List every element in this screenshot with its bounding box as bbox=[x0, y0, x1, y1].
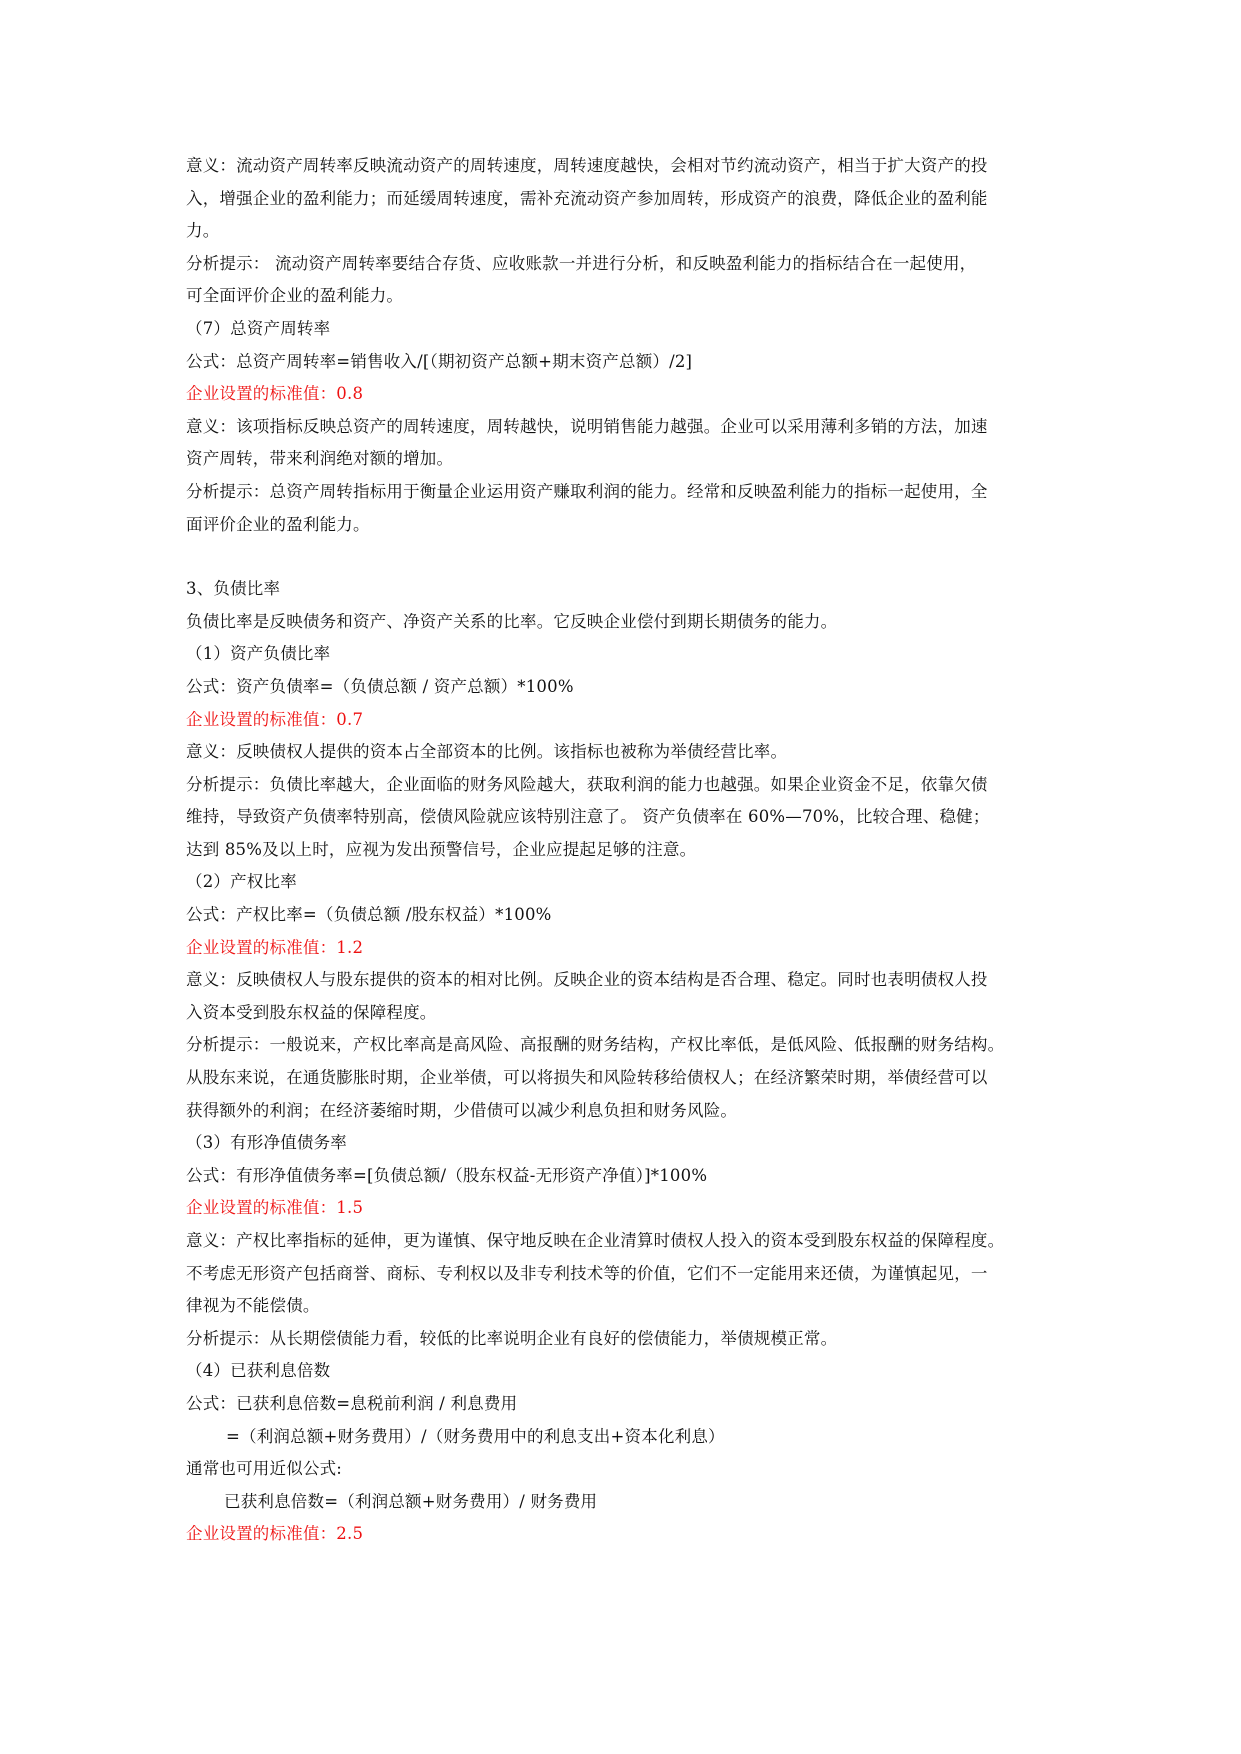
subsection-heading: （3）有形净值债务率 bbox=[186, 1133, 347, 1153]
analysis-tip-line: 面评价企业的盈利能力。 bbox=[186, 514, 370, 534]
meaning-text-line: 意义：反映债权人提供的资本占全部资本的比例。该指标也被称为举债经营比率。 bbox=[186, 742, 788, 762]
standard-value-line: 企业设置的标准值：0.7 bbox=[186, 709, 364, 729]
analysis-tip-line: 分析提示：总资产周转指标用于衡量企业运用资产赚取利润的能力。经常和反映盈利能力的指标一起使用，全 bbox=[186, 481, 988, 501]
approximate-formula-label: 通常也可用近似公式: bbox=[186, 1459, 343, 1479]
approximate-formula-line: 已获利息倍数=（利润总额+财务费用）/ 财务费用 bbox=[224, 1491, 598, 1511]
standard-value-line: 企业设置的标准值：2.5 bbox=[186, 1524, 364, 1544]
formula-line: 公式：总资产周转率=销售收入/[（期初资产总额+期末资产总额）/2] bbox=[186, 351, 693, 371]
meaning-text-line: 意义：流动资产周转率反映流动资产的周转速度，周转速度越快，会相对节约流动资产，相当于扩大资产的投 bbox=[186, 156, 988, 175]
meaning-text-line: 律视为不能偿债。 bbox=[186, 1296, 320, 1316]
formula-continuation-line: =（利润总额+财务费用）/（财务费用中的利息支出+资本化利息） bbox=[226, 1426, 725, 1446]
document-page bbox=[186, 150, 1076, 1551]
analysis-tip-line: 从股东来说，在通货膨胀时期，企业举债，可以将损失和风险转移给债权人；在经济繁荣时期，举债经营可以 bbox=[186, 1068, 988, 1088]
formula-line: 公式：有形净值债务率=[负债总额/（股东权益-无形资产净值）]*100% bbox=[186, 1165, 708, 1185]
formula-line: 公式：资产负债率=（负债总额 / 资产总额）*100% bbox=[186, 676, 574, 696]
analysis-tip-line: 维持，导致资产负债率特别高，偿债风险就应该特别注意了。 资产负债率在 60%—70%，比较合理、稳健； bbox=[186, 807, 990, 827]
formula-line: 公式：产权比率=（负债总额 /股东权益）*100% bbox=[186, 905, 552, 925]
analysis-tip-line: 分析提示：从长期偿债能力看，较低的比率说明企业有良好的偿债能力，举债规模正常。 bbox=[186, 1328, 838, 1348]
subsection-heading: （7）总资产周转率 bbox=[186, 318, 331, 338]
analysis-tip-line: 达到 85%及以上时，应视为发出预警信号，企业应提起足够的注意。 bbox=[186, 839, 697, 859]
standard-value-line: 企业设置的标准值：0.8 bbox=[186, 384, 364, 404]
standard-value-line: 企业设置的标准值：1.5 bbox=[186, 1198, 364, 1218]
section-gap bbox=[186, 541, 1076, 573]
meaning-text-line: 入资本受到股东权益的保障程度。 bbox=[186, 1002, 437, 1022]
meaning-text-line: 资产周转，带来利润绝对额的增加。 bbox=[186, 449, 454, 469]
section-heading: 3、负债比率 bbox=[186, 579, 281, 599]
analysis-tip-line: 可全面评价企业的盈利能力。 bbox=[186, 286, 404, 306]
meaning-text-line: 意义：反映债权人与股东提供的资本的相对比例。反映企业的资本结构是否合理、稳定。同时也表明债权人投 bbox=[186, 970, 988, 990]
subsection-heading: （4）已获利息倍数 bbox=[186, 1361, 331, 1381]
analysis-tip-line: 分析提示：负债比率越大，企业面临的财务风险越大，获取利润的能力也越强。如果企业资金不足，依靠欠债 bbox=[186, 774, 988, 794]
meaning-text-line: 入，增强企业的盈利能力；而延缓周转速度，需补充流动资产参加周转，形成资产的浪费，降低企业的盈利能 bbox=[186, 188, 988, 208]
meaning-text-line: 不考虑无形资产包括商誉、商标、专利权以及非专利技术等的价值，它们不一定能用来还债，为谨慎起见，一 bbox=[186, 1263, 988, 1283]
analysis-tip-line: 获得额外的利润；在经济萎缩时期，少借债可以减少利息负担和财务风险。 bbox=[186, 1100, 738, 1120]
standard-value-line: 企业设置的标准值：1.2 bbox=[186, 937, 364, 957]
formula-line: 公式：已获利息倍数=息税前利润 / 利息费用 bbox=[186, 1393, 518, 1413]
meaning-text-line: 意义：产权比率指标的延伸，更为谨慎、保守地反映在企业清算时债权人投入的资本受到股东权益的保障程度。 bbox=[186, 1231, 1005, 1250]
analysis-tip-line: 分析提示： 流动资产周转率要结合存货、应收账款一并进行分析，和反映盈利能力的指标结合在一起使用， bbox=[186, 253, 977, 273]
subsection-heading: （1）资产负债比率 bbox=[186, 644, 331, 664]
subsection-heading: （2）产权比率 bbox=[186, 872, 297, 892]
section-intro: 负债比率是反映债务和资产、净资产关系的比率。它反映企业偿付到期长期债务的能力。 bbox=[186, 611, 838, 631]
meaning-text-line: 力。 bbox=[186, 221, 220, 241]
analysis-tip-line: 分析提示：一般说来，产权比率高是高风险、高报酬的财务结构，产权比率低，是低风险、低报酬的财务结构。 bbox=[186, 1035, 1005, 1055]
meaning-text-line: 意义：该项指标反映总资产的周转速度，周转越快，说明销售能力越强。企业可以采用薄利多销的方法，加速 bbox=[186, 416, 988, 436]
